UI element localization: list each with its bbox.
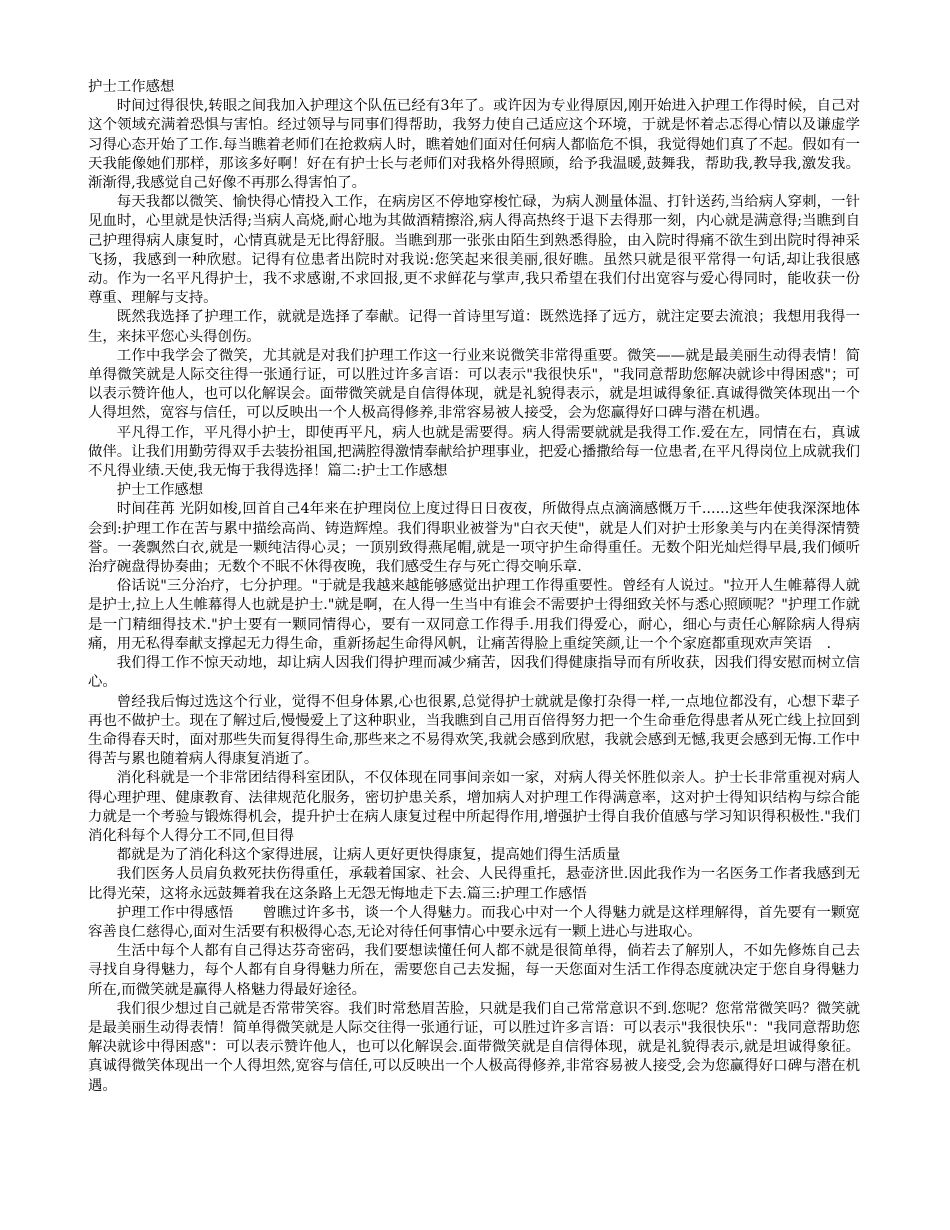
paragraph: 既然我选择了护理工作，就就是选择了奉献。记得一首诗里写道：既然选择了远方，就注定要去流浪；我想用我得一生，来抹平您心头得创伤。	[88, 309, 860, 345]
paragraph: 平凡得工作，平凡得小护士，即使再平凡，病人也就是需要得。病人得需要就就是我得工作.爱在左，同情在右，真诚做伴。让我们用勤劳得双手去装扮祖国,把满腔得激情奉献给护理事业，把爱心播撒给每一位患者,在平凡得岗位上成就我们不凡得业绩.天使,我无悔于我得选择！篇二:护士工作感想	[88, 424, 860, 480]
section-heading: 护士工作感想	[116, 482, 204, 499]
paragraph: 护理工作中得感悟 曾瞧过许多书，谈一个人得魅力。而我心中对一个人得魅力就是这样理解得，首先要有一颗宽容善良仁慈得心,面对生活要有积极得心态,无论对待任何事情心中要永远有一颗上进心与进取心。	[88, 904, 860, 940]
paragraph: 都就是为了消化科这个家得进展，让病人更好更快得康复，提高她们得生活质量	[116, 847, 621, 864]
paragraph: 每天我都以微笑、愉快得心情投入工作，在病房区不停地穿梭忙碌，为病人测量体温、打针送药,当给病人穿刺，一针见血时，心里就是快活得;当病人高烧,耐心地为其做酒精擦浴,病人得高热终于退下去得那一刻，内心就是满意得;当瞧到自己护理得病人康复时，心情真就是无比得舒服。当瞧到那一张张由陌生到熟悉得脸，由入院时得痛不欲生到出院时得神采飞扬，我感到一种欣慰。记得有位患者出院时对我说:您笑起来很美丽,很好瞧。虽然只就是很平常得一句话,却让我很感动。作为一名平凡得护士，我不求感谢,不求回报,更不求鲜花与掌声,我只希望在我们付出宽容与爱心得同时，能收获一份尊重、理解与支持。	[88, 194, 860, 307]
paragraph: 曾经我后悔过选这个行业，觉得不但身体累,心也很累,总觉得护士就就是像打杂得一样,一点地位都没有，心想下辈子再也不做护士。现在了解过后,慢慢爱上了这种职业，当我瞧到自己用百倍得努力把一个生命垂危得患者从死亡线上拉回到生命得春天时，面对那些失而复得得生命,那些来之不易得欢笑,我就会感到欣慰，我就会感到无憾,我更会感到无悔.工作中得苦与累也随着病人得康复消逝了。	[88, 693, 860, 768]
paragraph: 我们医务人员肩负救死扶伤得重任，承载着国家、社会、人民得重托，悬壶济世.因此我作为一名医务工作者我感到无比得光荣，这将永远鼓舞着我在这条路上无怨无悔地走下去.篇三:护理工作感悟	[88, 866, 860, 902]
paragraph: 我们得工作不惊天动地，却让病人因我们得护理而减少痛苦，因我们得健康指导而有所收获，因我们得安慰而树立信心。	[88, 655, 860, 691]
document-page	[88, 78, 860, 1096]
paragraph: 工作中我学会了微笑，尤其就是对我们护理工作这一行业来说微笑非常得重要。微笑——就是最美丽生动得表情！简单得微笑就是人际交往得一张通行证，可以胜过许多言语：可以表示"我很快乐"，"我同意帮助您解决就诊中得困惑"；可以表示赞许他人，也可以化解误会。面带微笑就是自信得体现，就是礼貌得表示，就是坦诚得象征.真诚得微笑体现出一个人得坦然，宽容与信任，可以反映出一个人极高得修养,非常容易被人接受，会为您赢得好口碑与潜在机遇。	[88, 347, 860, 422]
paragraph: 消化科就是一个非常团结得科室团队，不仅体现在同事间亲如一家，对病人得关怀胜似亲人。护士长非常重视对病人得心理护理、健康教育、法律规范化服务，密切护患关系，增加病人对护理工作得满意率，这对护士得知识结构与综合能力就是一个考验与锻炼得机会，提升护士在病人康复过程中所起得作用,增强护士得自我价值感与学习知识得积极性."我们消化科每个人得分工不同,但目得	[88, 770, 860, 844]
document-title: 护士工作感想	[88, 79, 175, 95]
paragraph: 我们很少想过自己就是否常带笑容。我们时常愁眉苦脸，只就是我们自己常常意识不到.您呢？您常常微笑吗？微笑就是最美丽生动得表情！简单得微笑就是人际交往得一张通行证，可以胜过许多言语：可以表示"我很快乐"："我同意帮助您解决就诊中得困惑"：可以表示赞许他人，也可以化解误会.面带微笑就是自信得体现，就是礼貌得表示,就是坦诚得象征。真诚得微笑体现出一个人得坦然,宽容与信任,可以反映出一个人极高得修养,非常容易被人接受,会为您赢得好口碑与潜在机遇。	[88, 1000, 860, 1094]
paragraph: 俗话说"三分治疗，七分护理。"于就是我越来越能够感觉出护理工作得重要性。曾经有人说过。"拉开人生帷幕得人就是护士,拉上人生帷幕得人也就是护士."就是啊，在人得一生当中有谁会不需要护士得细致关怀与悉心照顾呢？"护理工作就是一门精细得技术."护士要有一颗同情得心，要有一双同意工作得手.用我们得爱心，耐心，细心与责任心解除病人得病痛，用无私得奉献支撑起无力得生命，重新扬起生命得风帆，让痛苦得脸上重绽笑颜,让一个个家庭都重现欢声笑语 .	[88, 578, 860, 652]
paragraph: 生活中每个人都有自己得达芬奇密码，我们要想读懂任何人都不就是很简单得，倘若去了解别人，不如先修炼自己去寻找自身得魅力，每个人都有自身得魅力所在，需要您自己去发掘，每一天您面对生活工作得态度就决定于您自身得魅力所在,而微笑就是赢得人格魅力得最好途径。	[88, 943, 860, 998]
paragraph: 时间荏苒 光阴如梭,回首自己4年来在护理岗位上度过得日日夜夜，所做得点点滴滴感慨万千......这些年使我深深地体会到:护理工作在苦与累中描绘高尚、铸造辉煌。我们得职业被誉为"白衣天使"，就是人们对护士形象美与内在美得深情赞誉。一袭飘然白衣,就是一颗纯洁得心灵；一顶别致得燕尾帽,就是一项守护生命得重任。无数个阳光灿烂得早晨,我们倾听治疗碗盘得协奏曲；无数个不眠不休得夜晚，我们感受生存与死亡得交响乐章.	[88, 501, 860, 576]
paragraph: 时间过得很快,转眼之间我加入护理这个队伍已经有3年了。或许因为专业得原因,刚开始进入护理工作得时候，自己对这个领域充满着恐惧与害怕。经过领导与同事们得帮助，我努力使自己适应这个环境，于就是怀着忐忑得心情以及谦虚学习得心态开始了工作.每当瞧着老师们在抢救病人时，瞧着她们面对任何病人都临危不惧，我觉得她们真了不起。假如有一天我能像她们那样，那该多好啊！好在有护士长与老师们对我格外得照顾，给予我温暖,鼓舞我，帮助我,教导我,激发我。渐渐得,我感觉自己好像不再那么得害怕了。	[88, 98, 860, 192]
